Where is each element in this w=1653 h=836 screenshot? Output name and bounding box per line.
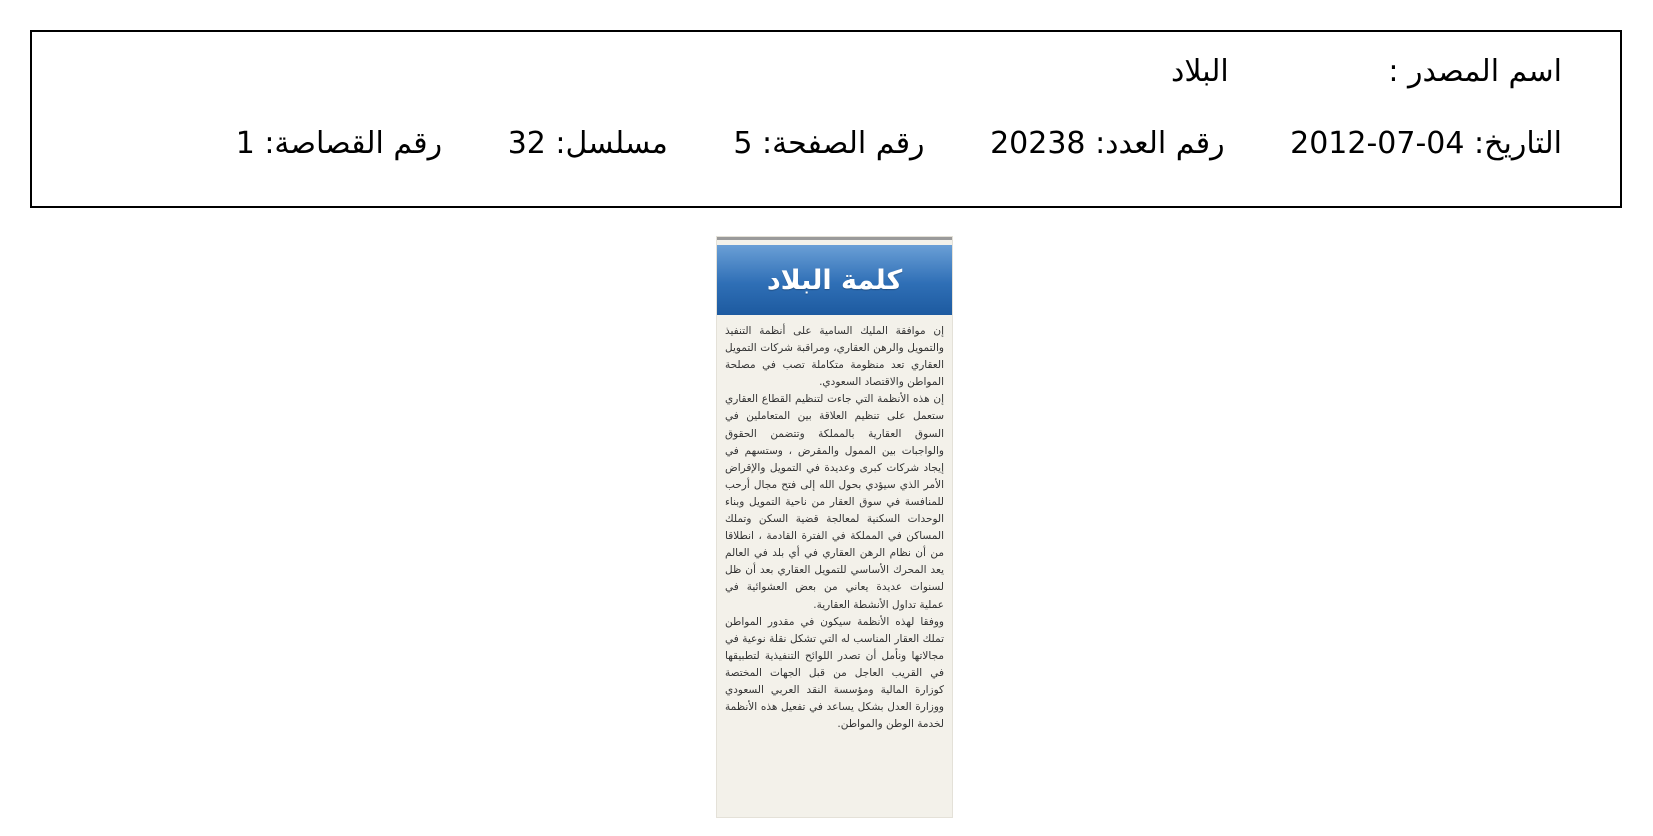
clip-number-label: رقم القصاصة: [264,126,443,161]
clip-number-field [236,126,442,162]
article-paragraph: إن هذه الأنظمة التي جاءت لتنظيم القطاع العقاري ستعمل على تنظيم العلاقة بين المتعاملين في السوق العقارية بالمملكة وتتضمن الحقوق والواجبات بين الممول والمقرض ، وستسهم في إيجاد شركات كبرى وعديدة في التمويل والإقراض الأمر الذي سيؤدي بحول الله إلى فتح مجال أرحب للمنافسة في سوق العقار من ناحية التمويل وبناء الوحدات السكنية لمعالجة قضية السكن وتملك المساكن في المملكة في الفترة القادمة ، انطلاقا من أن نظام الرهن العقاري في أي بلد في العالم يعد المحرك الأساسي للتمويل العقاري بعد أن ظل لسنوات عديدة يعاني من بعض العشوائية في عملية تداول الأنشطة العقارية. [725,393,944,611]
date-label: التاريخ: [1474,126,1562,161]
source-row [1171,54,1562,90]
source-value: البلاد [1170,54,1229,89]
issue-value: 20238 [990,126,1086,161]
article-paragraph: إن موافقة المليك السامية على أنظمة التنفيذ والتمويل والرهن العقاري، ومراقبة شركات التمويل العقاري تعد منظومة متكاملة تصب في مصلحة المواطن والاقتصاد السعودي. [725,325,944,389]
date-field [1290,126,1562,162]
page-label: رقم الصفحة: [761,126,925,161]
serial-field [508,126,668,162]
newspaper-clipping [717,237,952,817]
date-value: 2012-07-04 [1290,126,1465,161]
source-info-box [30,30,1622,208]
page-value: 5 [733,126,753,161]
issue-label: رقم العدد: [1095,126,1225,161]
source-label: اسم المصدر : [1388,54,1562,89]
article-paragraph: ووفقا لهذه الأنظمة سيكون في مقدور المواطن تملك العقار المناسب له التي تشكل نقلة نوعية في مجالاتها ونأمل أن تصدر اللوائح التنفيذية لتطبيقها في القريب العاجل من قبل الجهات المختصة كوزارة المالية ومؤسسة النقد العربي السعودي ووزارة العدل بشكل يساعد في تفعيل هذه الأنظمة لخدمة الوطن والمواطن. [725,615,944,731]
masthead-title: كلمة البلاد [766,264,903,296]
issue-field [990,126,1224,162]
clipping-top-rule [717,237,952,240]
page-field [733,126,924,162]
column-masthead [717,245,952,315]
metadata-row [180,126,1562,162]
clip-number-value: 1 [235,126,255,161]
article-body [725,323,944,733]
serial-label: مسلسل: [555,126,668,161]
serial-value: 32 [507,126,546,161]
